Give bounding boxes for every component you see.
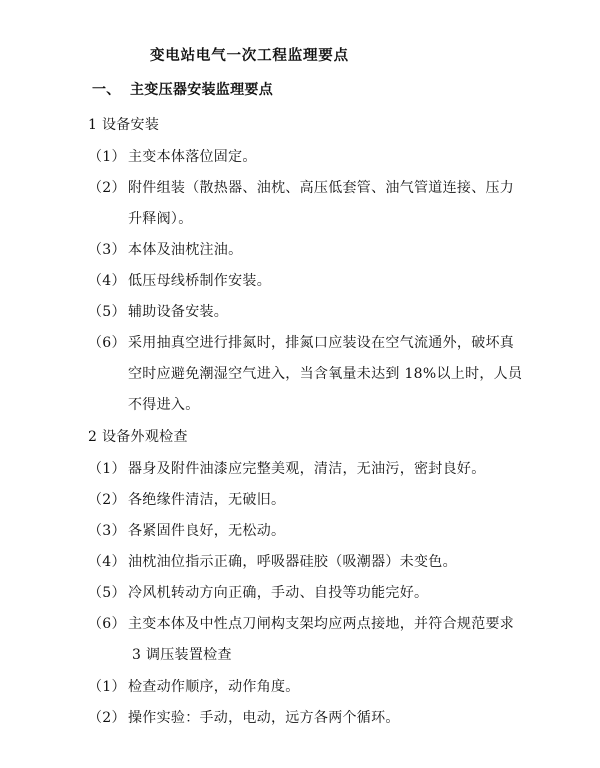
item-text: 操作实验：手动，电动，远方各两个循环。 (128, 710, 400, 726)
item-number: （5） (88, 585, 126, 601)
list-item (88, 459, 486, 479)
item-text-continuation: 升释阀）。 (128, 211, 193, 227)
item-text-continuation: 不得进入。 (128, 397, 200, 413)
item-text: 主变本体及中性点刀闸构支架均应两点接地，并符合规范要求 (128, 616, 515, 632)
item-text: 油枕油位指示正确，呼吸器硅胶（吸潮器）未变色。 (128, 554, 457, 570)
item-text-continuation: 空时应避免潮湿空气进入，当含氧量未达到 18%以上时，人员 (128, 366, 523, 382)
item-number: （4） (88, 273, 126, 289)
item-number: （6） (88, 616, 126, 632)
item-number: （1） (88, 461, 126, 477)
list-item (88, 178, 514, 198)
list-item (88, 677, 300, 697)
item-text: 各绝缘件清洁，无破旧。 (128, 492, 286, 508)
section-number: 一、 (92, 82, 121, 98)
subsection-heading-install: 1 设备安装 (88, 117, 160, 133)
item-number: （1） (88, 149, 126, 165)
item-text: 低压母线桥制作安装。 (128, 273, 271, 289)
item-number: （3） (88, 523, 126, 539)
item-number: （1） (88, 679, 126, 695)
list-item (88, 614, 514, 634)
list-item (88, 302, 228, 322)
document-title: 变电站电气一次工程监理要点 (150, 48, 349, 64)
item-text: 冷风机转动方向正确，手动、自投等功能完好。 (128, 585, 429, 601)
list-item (88, 490, 285, 510)
item-text: 辅助设备安装。 (128, 304, 229, 320)
item-text: 检查动作顺序，动作角度。 (128, 679, 300, 695)
list-item (88, 271, 271, 291)
item-number: （3） (88, 242, 126, 258)
item-text: 本体及油枕注油。 (128, 242, 243, 258)
subsection-heading-regulator: 3 调压装置检查 (132, 647, 232, 663)
list-item (88, 708, 400, 728)
item-text: 主变本体落位固定。 (128, 149, 257, 165)
section-heading (92, 80, 273, 100)
section-title: 主变压器安装监理要点 (130, 82, 273, 98)
list-item (88, 521, 285, 541)
item-text: 器身及附件油漆应完整美观，清洁，无油污，密封良好。 (128, 461, 486, 477)
list-item (88, 583, 428, 603)
list-item (88, 240, 242, 260)
item-number: （4） (88, 554, 126, 570)
item-text: 采用抽真空进行排氮时，排氮口应装设在空气流通外，破坏真 (128, 335, 515, 351)
item-number: （2） (88, 492, 126, 508)
item-number: （2） (88, 180, 126, 196)
list-item (88, 333, 514, 353)
item-number: （6） (88, 335, 126, 351)
list-item (88, 552, 457, 572)
item-number: （5） (88, 304, 126, 320)
subsection-heading-appearance: 2 设备外观检查 (88, 429, 188, 445)
item-text: 各紧固件良好，无松动。 (128, 523, 286, 539)
item-text: 附件组装（散热器、油枕、高压低套管、油气管道连接、压力 (128, 180, 515, 196)
item-number: （2） (88, 710, 126, 726)
list-item (88, 147, 257, 167)
